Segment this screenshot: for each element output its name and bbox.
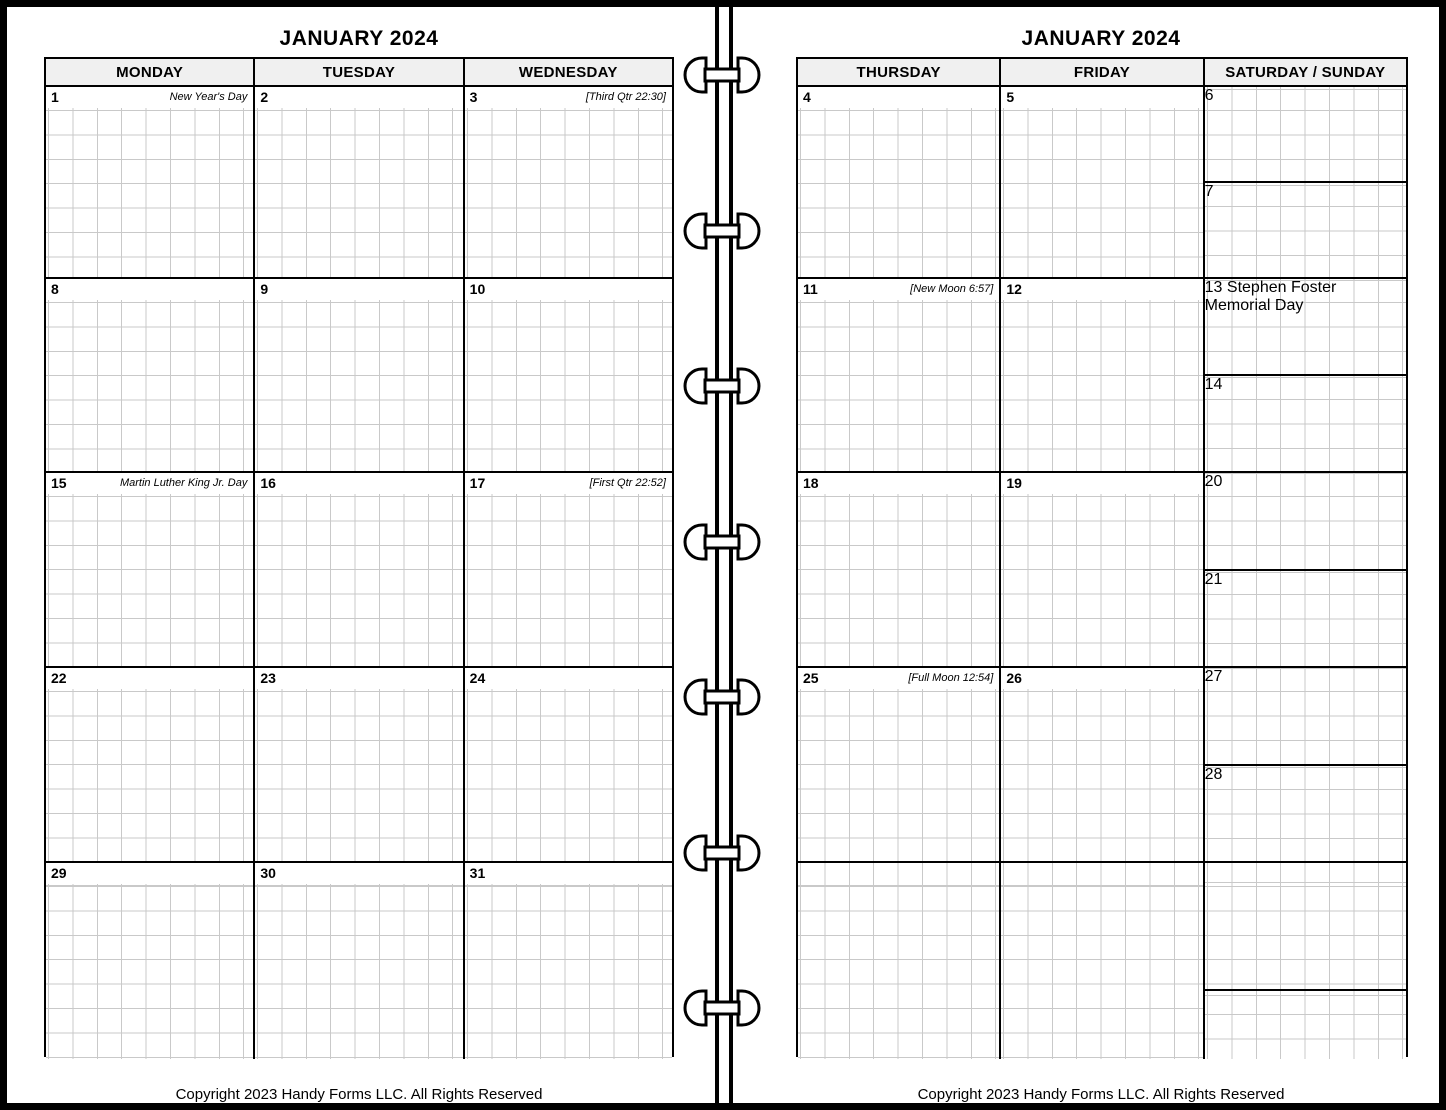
day-cell[interactable]: [255, 863, 464, 1059]
week-row: [798, 668, 1406, 863]
day-number: 9: [260, 281, 269, 297]
cell-header-band: [1001, 279, 1202, 300]
day-note: Martin Luther King Jr. Day: [119, 477, 248, 489]
day-cell[interactable]: [465, 87, 672, 277]
left-page-title: JANUARY 2024: [279, 27, 439, 50]
cell-header-band: [255, 473, 462, 494]
day-number: 27: [1204, 668, 1223, 685]
day-number: 22: [51, 670, 67, 686]
weekend-cell: [1205, 668, 1406, 861]
day-cell[interactable]: [798, 279, 1001, 471]
column-header-tuesday: TUESDAY: [255, 59, 464, 85]
day-cell[interactable]: [1001, 863, 1204, 1059]
day-cell[interactable]: [465, 279, 672, 471]
day-cell[interactable]: [465, 863, 672, 1059]
cell-header-band: [255, 279, 462, 300]
right-calendar-grid: [796, 57, 1408, 1057]
binder-ring: [672, 833, 772, 873]
day-cell[interactable]: [798, 87, 1001, 277]
day-number: 10: [469, 281, 486, 297]
cell-header-band: [46, 279, 253, 300]
day-cell[interactable]: [465, 668, 672, 861]
day-cell[interactable]: [1205, 181, 1406, 277]
day-cell[interactable]: [46, 668, 255, 861]
cell-header-band: [1001, 473, 1202, 494]
day-cell[interactable]: [1205, 668, 1406, 764]
day-number: 24: [469, 670, 486, 686]
day-number: 15: [51, 475, 67, 491]
cell-header-band: [255, 863, 462, 884]
day-number: 29: [51, 865, 67, 881]
day-cell[interactable]: [1001, 473, 1204, 666]
day-note: [First Qtr 22:52]: [589, 477, 666, 489]
cell-header-band: [465, 863, 672, 884]
day-cell[interactable]: [798, 863, 1001, 1059]
left-page: [14, 14, 704, 1103]
day-number: 20: [1204, 473, 1223, 490]
cell-header-band: [465, 668, 672, 689]
binder-ring: [672, 366, 772, 406]
week-row: [798, 87, 1406, 279]
cell-header-band: [798, 473, 999, 494]
week-row: [798, 279, 1406, 473]
binder-spine: [714, 7, 736, 1103]
column-header-friday: FRIDAY: [1001, 59, 1204, 85]
day-note: New Year's Day: [169, 91, 248, 103]
week-row: [798, 473, 1406, 668]
column-header-thursday: THURSDAY: [798, 59, 1001, 85]
day-cell[interactable]: [1205, 473, 1406, 569]
day-number: 30: [260, 865, 276, 881]
cell-header-band: [798, 87, 999, 108]
right-page-title: JANUARY 2024: [1021, 27, 1181, 50]
day-number: 13: [1204, 279, 1223, 296]
day-cell[interactable]: [1205, 87, 1406, 181]
column-header-saturday-sunday: SATURDAY / SUNDAY: [1205, 59, 1406, 85]
day-number: 12: [1006, 281, 1022, 297]
day-cell[interactable]: [798, 668, 1001, 861]
day-number: 17: [469, 475, 486, 491]
day-number: 7: [1204, 183, 1214, 200]
day-number: 14: [1204, 376, 1223, 393]
weekend-cell: [1205, 473, 1406, 666]
day-cell[interactable]: [1205, 374, 1406, 471]
day-cell[interactable]: [1001, 87, 1204, 277]
day-cell[interactable]: [255, 87, 464, 277]
day-number: 28: [1204, 765, 1223, 783]
day-number: 19: [1006, 475, 1022, 491]
right-page: [756, 14, 1446, 1103]
week-row: [46, 668, 672, 863]
day-cell[interactable]: [1205, 569, 1406, 667]
day-number: 18: [803, 475, 819, 491]
day-number: 21: [1204, 570, 1223, 588]
day-number: 16: [260, 475, 276, 491]
day-cell[interactable]: [255, 279, 464, 471]
day-cell[interactable]: [255, 668, 464, 861]
week-row: [46, 87, 672, 279]
binder-ring: [672, 677, 772, 717]
day-cell[interactable]: [465, 473, 672, 666]
cell-header-band: [255, 668, 462, 689]
column-header-monday: MONDAY: [46, 59, 255, 85]
day-cell[interactable]: [1205, 279, 1406, 374]
day-number: 23: [260, 670, 276, 686]
day-cell[interactable]: [798, 473, 1001, 666]
day-cell[interactable]: [46, 87, 255, 277]
day-cell[interactable]: [1205, 764, 1406, 862]
day-number: 2: [260, 89, 269, 105]
day-number: 3: [469, 89, 478, 105]
day-number: 26: [1006, 670, 1022, 686]
cell-header-band: [46, 863, 253, 884]
cell-header-band: [46, 668, 253, 689]
day-cell[interactable]: [1001, 279, 1204, 471]
right-copyright: Copyright 2023 Handy Forms LLC. All Rights Reserved: [917, 1086, 1285, 1103]
left-copyright: Copyright 2023 Handy Forms LLC. All Rights Reserved: [175, 1086, 543, 1103]
day-cell[interactable]: [255, 473, 464, 666]
cell-header-band: [255, 87, 462, 108]
right-dayofweek-header: [798, 59, 1406, 87]
week-row: [46, 473, 672, 668]
binder-ring: [672, 988, 772, 1028]
weekend-cell: [1205, 87, 1406, 277]
day-cell[interactable]: [1205, 863, 1406, 989]
day-cell[interactable]: [46, 473, 255, 666]
day-number: 11: [803, 281, 818, 297]
day-note: [Third Qtr 22:30]: [585, 91, 666, 103]
cell-header-band: [1001, 87, 1202, 108]
binder-ring: [672, 522, 772, 562]
day-number: 8: [51, 281, 59, 297]
day-cell[interactable]: [46, 279, 255, 471]
day-cell[interactable]: [1001, 668, 1204, 861]
weekend-cell: [1205, 863, 1406, 1059]
day-number: 25: [803, 670, 819, 686]
week-row: [46, 863, 672, 1059]
day-cell[interactable]: [46, 863, 255, 1059]
left-dayofweek-header: [46, 59, 672, 87]
left-calendar-grid: [44, 57, 674, 1057]
day-number: 1: [51, 89, 59, 105]
column-header-wednesday: WEDNESDAY: [465, 59, 672, 85]
week-row: [46, 279, 672, 473]
cell-header-band: [465, 279, 672, 300]
day-note: [New Moon 6:57]: [910, 283, 994, 295]
day-number: 4: [803, 89, 811, 105]
binder-ring: [672, 55, 772, 95]
day-number: 31: [469, 865, 486, 881]
day-note: [Full Moon 12:54]: [908, 672, 994, 684]
weekend-cell: [1205, 279, 1406, 471]
day-number: 5: [1006, 89, 1015, 105]
day-cell[interactable]: [1205, 989, 1406, 1059]
week-row: [798, 863, 1406, 1059]
cell-header-band: [1001, 668, 1202, 689]
binder-ring: [672, 211, 772, 251]
day-note: Stephen Foster Memorial Day: [1204, 279, 1337, 314]
day-number: 6: [1204, 87, 1214, 104]
